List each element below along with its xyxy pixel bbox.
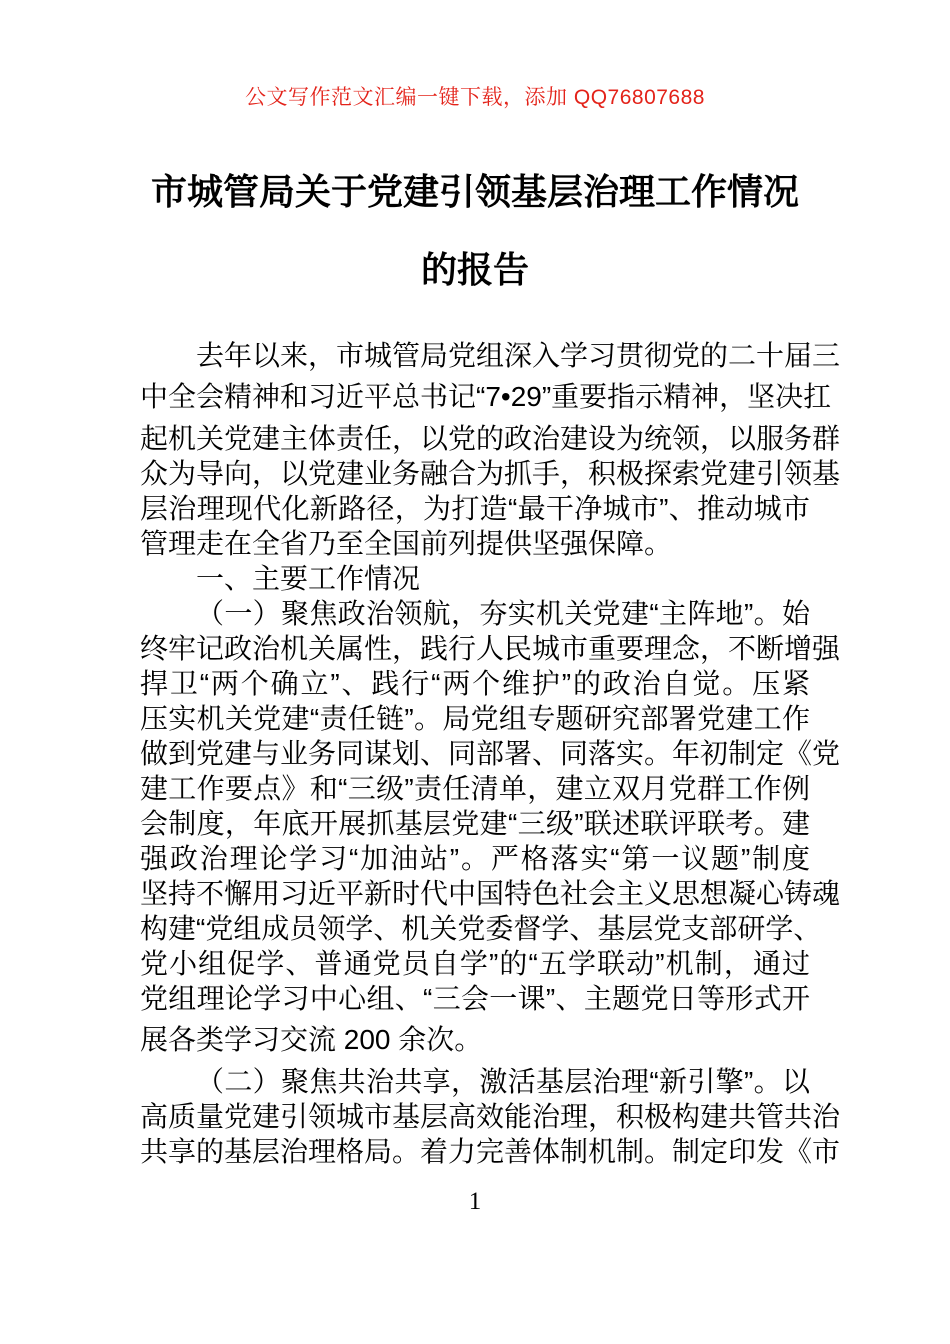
body-line: 众为导向，以党建业务融合为抓手，积极探索党建引领基 (140, 458, 841, 489)
body-line: 管理走在全省乃至全国前列提供坚强保障。 (140, 528, 673, 559)
body-line: 共享的基层治理格局。着力完善体制机制。制定印发《市 (140, 1136, 841, 1167)
body-line: 起机关党建主体责任，以党的政治建设为统领，以服务群 (140, 423, 841, 454)
body-line: 坚持不懈用习近平新时代中国特色社会主义思想凝心铸魂 (140, 878, 841, 909)
watermark-text: 公文写作范文汇编一键下载，添加 QQ76807688 (245, 86, 705, 109)
body-line: （一）聚焦政治领航，夯实机关党建“主阵地”。始 (196, 598, 810, 629)
document-body (140, 338, 841, 1169)
body-line: 高质量党建引领城市基层高效能治理，积极构建共管共治 (140, 1101, 841, 1132)
document-title-line-2: 的报告 (420, 249, 529, 290)
body-line: 党组理论学习中心组、“三会一课”、主题党日等形式开 (140, 983, 810, 1014)
document-title-line-1: 市城管局关于党建引领基层治理工作情况 (150, 171, 799, 212)
paragraph-section-heading-1 (140, 561, 810, 596)
body-line: 做到党建与业务同谋划、同部署、同落实。年初制定《党 (140, 738, 841, 769)
body-line: 展各类学习交流 200 余次。 (140, 1024, 483, 1055)
paragraph-intro (140, 338, 841, 561)
body-line: 层治理现代化新路径，为打造“最干净城市”、推动城市 (140, 493, 810, 524)
document-title (140, 170, 810, 326)
body-line: 终牢记政治机关属性，践行人民城市重要理念，不断增强 (140, 633, 841, 664)
paragraph-section-1-2 (140, 1064, 841, 1169)
body-line: （二）聚焦共治共享，激活基层治理“新引擎”。以 (196, 1066, 810, 1097)
page-number: 1 (468, 1188, 482, 1215)
body-line: 捍卫“两个确立”、践行“两个维护”的政治自觉。压紧 (140, 668, 810, 699)
body-line: 构建“党组成员领学、机关党委督学、基层党支部研学、 (140, 913, 822, 944)
body-line: 会制度，年底开展抓基层党建“三级”联述联评联考。建 (140, 808, 810, 839)
body-line: 去年以来，市城管局党组深入学习贯彻党的二十届三 (196, 340, 841, 371)
page-footer (140, 1186, 810, 1218)
body-line: 建工作要点》和“三级”责任清单，建立双月党群工作例 (140, 773, 810, 804)
body-line: 强政治理论学习“加油站”。严格落实“第一议题”制度 (140, 843, 810, 874)
body-line: 中全会精神和习近平总书记“7•29”重要指示精神，坚决扛 (140, 381, 832, 412)
paragraph-section-1-1 (140, 596, 841, 1064)
body-line: 一、主要工作情况 (196, 563, 421, 594)
body-line: 党小组促学、普通党员自学”的“五学联动”机制，通过 (140, 948, 810, 979)
body-line: 压实机关党建“责任链”。局党组专题研究部署党建工作 (140, 703, 810, 734)
